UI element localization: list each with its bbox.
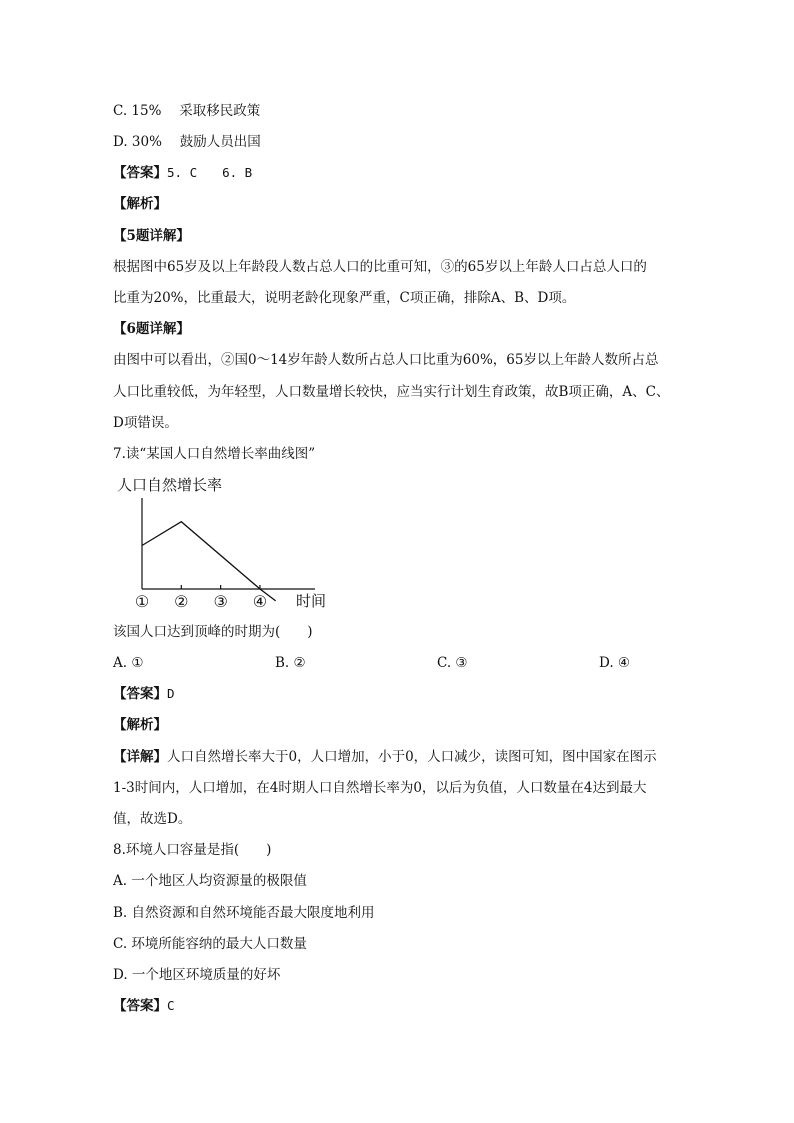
chart-x-axis-label: 时间 bbox=[296, 592, 327, 610]
q8-stem: 8.环境人口容量是指( ) bbox=[113, 842, 272, 858]
q7-option-c: C. ③ bbox=[437, 655, 468, 671]
q7-analysis-label: 【解析】 bbox=[113, 717, 167, 733]
q4-option-c: C. 15% 采取移民政策 bbox=[113, 103, 261, 119]
q7-detail-line bbox=[113, 747, 693, 767]
answer-text: D bbox=[167, 686, 175, 701]
q5-q6-analysis-label: 【解析】 bbox=[113, 196, 167, 212]
q7-option-a: A. ① bbox=[113, 655, 144, 671]
q7-question: 该国人口达到顶峰的时期为( ) bbox=[113, 624, 313, 640]
q8-option-c: C. 环境所能容纳的最大人口数量 bbox=[113, 936, 307, 952]
q8-answer bbox=[113, 996, 693, 1016]
q4-option-d: D. 30% 鼓励人员出国 bbox=[113, 134, 261, 150]
q8-option-b: B. 自然资源和自然环境能否最大限度地利用 bbox=[113, 905, 375, 921]
detail-text: 人口自然增长率大于0，人口增加，小于0，人口减少，读图可知，图中国家在图示 bbox=[167, 749, 657, 765]
chart-x-tick-label: ④ bbox=[252, 592, 268, 611]
q7-option-b: B. ② bbox=[275, 655, 306, 671]
chart-x-tick-label: ③ bbox=[213, 592, 228, 611]
chart-y-axis-label: 人口自然增长率 bbox=[117, 476, 223, 494]
detail-label: 【详解】 bbox=[113, 749, 167, 765]
answer-text: C bbox=[167, 998, 175, 1013]
chart-x-tick-label: ② bbox=[174, 592, 189, 611]
q7-option-d: D. ④ bbox=[599, 655, 631, 671]
q5-detail-line: 比重为20%，比重最大，说明老龄化现象严重，C项正确，排除A、B、D项。 bbox=[113, 290, 576, 306]
answer-text: 5. C 6. B bbox=[167, 165, 253, 180]
q6-detail-title: 【6题详解】 bbox=[113, 321, 190, 337]
q5-detail-title: 【5题详解】 bbox=[113, 228, 190, 244]
q8-option-a: A. 一个地区人均资源量的极限值 bbox=[113, 873, 307, 889]
q6-detail-line: 人口比重较低，为年轻型，人口数量增长较快，应当实行计划生育政策，故B项正确，A、C、 bbox=[113, 384, 670, 400]
q8-option-d: D. 一个地区环境质量的好坏 bbox=[113, 967, 281, 983]
population-growth-chart bbox=[113, 470, 343, 615]
q7-detail-line: 值，故选D。 bbox=[113, 811, 192, 827]
q7-stem: 7.读“某国人口自然增长率曲线图” bbox=[113, 446, 316, 462]
answer-label: 【答案】 bbox=[113, 686, 167, 702]
answer-label: 【答案】 bbox=[113, 165, 167, 181]
q6-detail-line: 由图中可以看出，②国0～14岁年龄人数所占总人口比重为60%，65岁以上年龄人数所占总 bbox=[113, 352, 659, 368]
q6-detail-line: D项错误。 bbox=[113, 415, 178, 431]
answer-label: 【答案】 bbox=[113, 998, 167, 1014]
q5-q6-answer bbox=[113, 163, 693, 183]
q5-detail-line: 根据图中65岁及以上年龄段人数占总人口的比重可知，③的65岁以上年龄人口占总人口的 bbox=[113, 259, 647, 275]
q7-detail-line: 1-3时间内，人口增加，在4时期人口自然增长率为0，以后为负值，人口数量在4达到最大 bbox=[113, 780, 647, 796]
chart-x-tick-label: ① bbox=[134, 592, 150, 611]
q7-answer bbox=[113, 684, 693, 704]
